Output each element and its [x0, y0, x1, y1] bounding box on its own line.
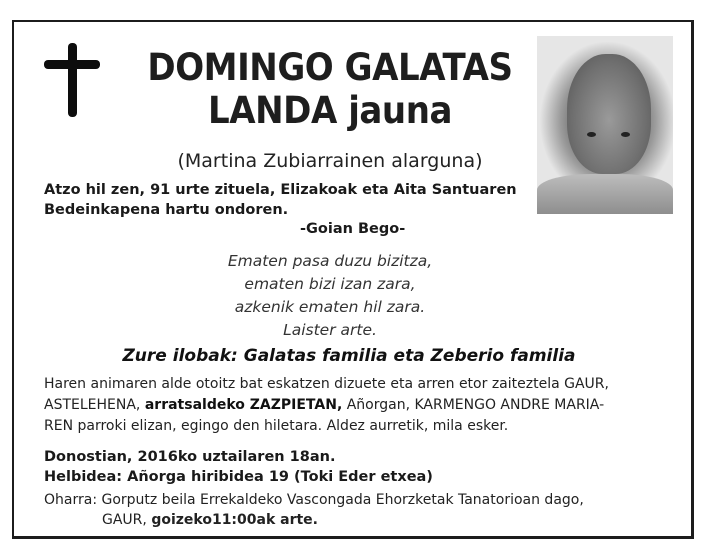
death-line-1: Atzo hil zen, 91 urte zituela, Elizakoak eta Aita Santuaren	[44, 182, 517, 198]
name-line-1: DOMINGO GALATAS	[147, 46, 513, 89]
place-and-address	[44, 447, 674, 487]
invitation-line-3: REN parroki elizan, egingo den hiletara. Aldez aurretik, mila esker.	[44, 418, 509, 434]
cross-horizontal-bar	[44, 60, 100, 69]
place-date: Donostian, 2016ko uztailaren 18an.	[44, 449, 336, 465]
address: Helbidea: Añorga hiribidea 19 (Toki Eder etxea)	[44, 469, 433, 485]
cross-vertical-bar	[68, 43, 77, 117]
name-line-2: LANDA jauna	[207, 89, 453, 132]
note-line-2	[44, 510, 674, 530]
widow-of-line: (Martina Zubiarrainen alarguna)	[177, 150, 483, 172]
note-day: GAUR,	[102, 512, 152, 528]
latin-cross-icon	[44, 43, 100, 117]
poem-line: Laister arte.	[283, 321, 377, 339]
photo-eye-left	[587, 132, 596, 137]
rest-in-peace: -Goian Bego-	[300, 221, 406, 237]
family-signature: Zure ilobak: Galatas familia eta Zeberio familia	[122, 346, 576, 366]
poem	[180, 250, 480, 342]
poem-line: azkenik ematen hil zara.	[234, 298, 426, 316]
photo-eye-right	[621, 132, 630, 137]
funeral-invitation	[44, 374, 674, 437]
invitation-line-2	[44, 395, 674, 416]
portrait-photo	[537, 36, 673, 214]
invitation-day: ASTELEHENA,	[44, 397, 145, 413]
poem-line: ematen bizi izan zara,	[244, 275, 416, 293]
photo-face	[567, 54, 651, 174]
photo-shoulders	[537, 174, 673, 214]
invitation-location: Añorgan, KARMENGO ANDRE MARIA-	[342, 397, 605, 413]
note-time: goizeko11:00ak arte.	[151, 512, 318, 528]
death-line-2: Bedeinkapena hartu ondoren.	[44, 202, 289, 218]
invitation-line-1: Haren animaren alde otoitz bat eskatzen dizuete eta arren etor zaiteztela GAUR,	[44, 376, 609, 392]
death-statement	[44, 180, 544, 220]
poem-line: Ematen pasa duzu bizitza,	[227, 252, 433, 270]
invitation-time: arratsaldeko ZAZPIETAN,	[144, 397, 343, 413]
note	[44, 490, 674, 530]
note-line-1: Oharra: Gorputz beila Errekaldeko Vascongada Ehorzketak Tanatorioan dago,	[44, 492, 584, 508]
deceased-name	[137, 46, 523, 132]
